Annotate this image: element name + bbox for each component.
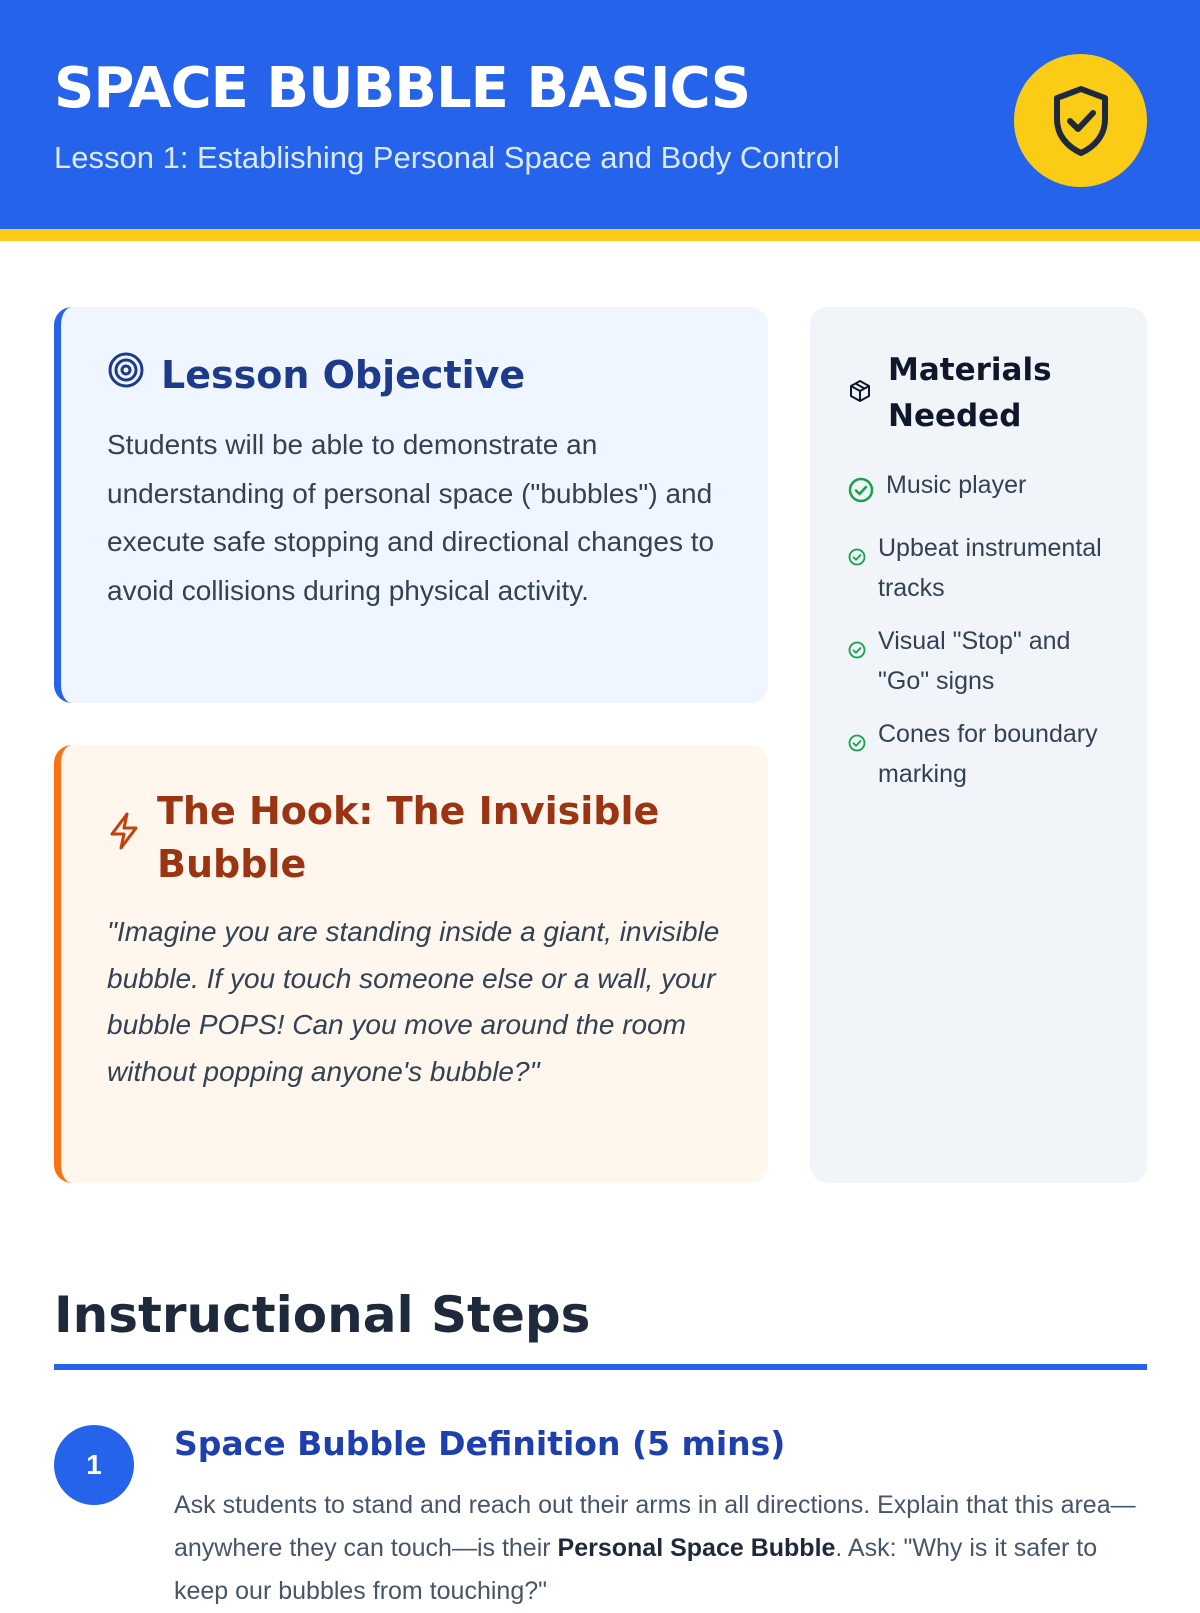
page-title: SPACE BUBBLE BASICS	[54, 56, 751, 121]
target-icon	[107, 351, 145, 398]
material-label: Visual "Stop" and "Go" signs	[878, 627, 1071, 695]
materials-card	[810, 307, 1147, 1183]
list-item	[848, 621, 1108, 701]
hook-card	[54, 745, 768, 1183]
hook-heading-text: The Hook: The Invisible Bubble	[157, 789, 660, 886]
material-label: Music player	[886, 471, 1027, 499]
list-item	[848, 465, 1108, 515]
page-header	[0, 0, 1200, 241]
step-title: Space Bubble Definition (5 mins)	[174, 1424, 786, 1463]
hook-heading	[107, 785, 707, 891]
step-number-badge: 1	[54, 1425, 134, 1505]
objective-text: Students will be able to demonstrate an understanding of personal space ("bubbles") and execute safe stopping and directional changes to avoid collisions during physical activity.	[107, 429, 715, 606]
step-text-end: . Ask: "Why is it safer to keep our bubbles from touching?"	[174, 1534, 1098, 1605]
objective-heading	[107, 351, 525, 398]
materials-heading-text: Materials Needed	[888, 352, 1052, 434]
material-label: Upbeat instrumental tracks	[878, 534, 1102, 602]
step-description	[174, 1484, 1154, 1613]
materials-heading	[848, 347, 1118, 439]
material-label: Cones for boundary marking	[878, 720, 1098, 788]
check-circle-icon	[848, 724, 866, 764]
page-subtitle: Lesson 1: Establishing Personal Space and Body Control	[54, 140, 840, 175]
check-circle-icon	[848, 475, 874, 515]
box-icon	[848, 370, 872, 416]
shield-check-icon	[1014, 54, 1147, 187]
materials-list	[848, 465, 1108, 807]
list-item	[848, 714, 1108, 794]
objective-heading-text: Lesson Objective	[161, 352, 526, 397]
section-title: Instructional Steps	[54, 1286, 591, 1344]
step-emphasis: Personal Space Bubble	[557, 1534, 836, 1562]
hook-quote: "Imagine you are standing inside a giant, invisible bubble. If you touch someone else or a wall, your bubble POPS! Can you move around the room without popping anyone's bubble?"	[107, 916, 720, 1087]
step-text: Ask students to stand and reach out their arms in all directions. Explain that this area—anywhere they can touch—is their	[174, 1491, 1136, 1562]
lightning-icon	[107, 811, 141, 865]
section-divider	[54, 1364, 1147, 1370]
check-circle-icon	[848, 538, 866, 578]
lesson-objective-card	[54, 307, 768, 703]
list-item	[848, 528, 1108, 608]
check-circle-icon	[848, 631, 866, 671]
